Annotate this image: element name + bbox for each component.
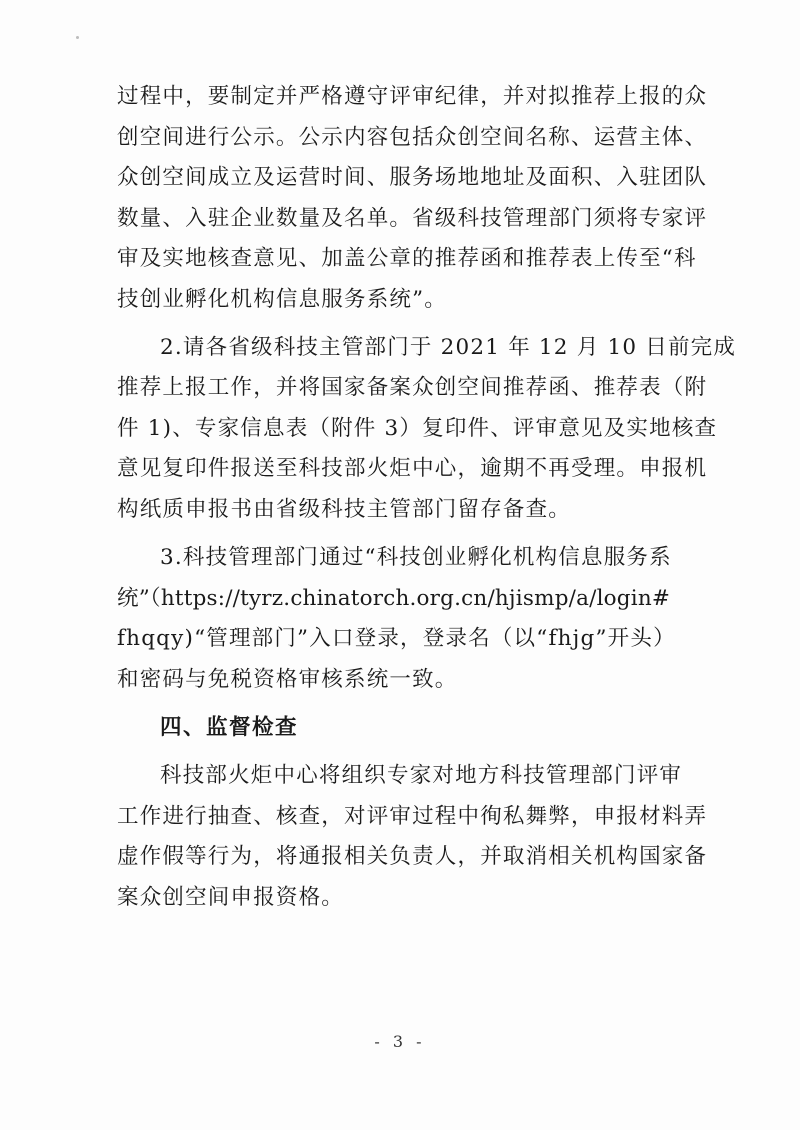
- body-line: fhqqy)“管理部门”入口登录，登录名（以“fhjg”开头）: [117, 626, 676, 651]
- body-line: 工作进行抽查、核查，对评审过程中徇私舞弊，申报材料弄: [117, 804, 708, 829]
- body-line: 过程中，要制定并严格遵守评审纪律，并对拟推荐上报的众: [117, 84, 708, 109]
- paragraph-2-first-line: 2.请各省级科技主管部门于 2021 年 12 月 10 日前完成: [160, 335, 737, 360]
- body-line: 件 1)、专家信息表（附件 3）复印件、评审意见及实地核查: [117, 416, 718, 441]
- scan-speck: [76, 36, 79, 39]
- body-line: 技创业孵化机构信息服务系统”。: [117, 287, 447, 312]
- body-line: 众创空间成立及运营时间、服务场地地址及面积、入驻团队: [117, 165, 708, 190]
- section-heading: 四、监督检查: [160, 715, 299, 740]
- body-line: 虚作假等行为，将通报相关负责人，并取消相关机构国家备: [117, 844, 708, 869]
- page-number: - 3 -: [374, 1032, 426, 1051]
- body-line: 创空间进行公示。公示内容包括众创空间名称、运营主体、: [117, 125, 708, 150]
- paragraph-4-first-line: 科技部火炬中心将组织专家对地方科技管理部门评审: [160, 763, 683, 788]
- body-line: 推荐上报工作，并将国家备案众创空间推荐函、推荐表（附: [117, 375, 708, 400]
- body-line: 审及实地核查意见、加盖公章的推荐函和推荐表上传至“科: [117, 246, 697, 271]
- body-line: 和密码与免税资格审核系统一致。: [117, 667, 458, 692]
- url-line: 统”（https://tyrz.chinatorch.org.cn/hjismp/a/login#: [117, 586, 671, 611]
- paragraph-3-first-line: 3.科技管理部门通过“科技创业孵化机构信息服务系: [160, 545, 672, 570]
- body-line: 构纸质申报书由省级科技主管部门留存备查。: [117, 497, 572, 522]
- body-line: 数量、入驻企业数量及名单。省级科技管理部门须将专家评: [117, 206, 708, 231]
- body-line: 意见复印件报送至科技部火炬中心，逾期不再受理。申报机: [117, 456, 708, 481]
- body-line: 案众创空间申报资格。: [117, 885, 345, 910]
